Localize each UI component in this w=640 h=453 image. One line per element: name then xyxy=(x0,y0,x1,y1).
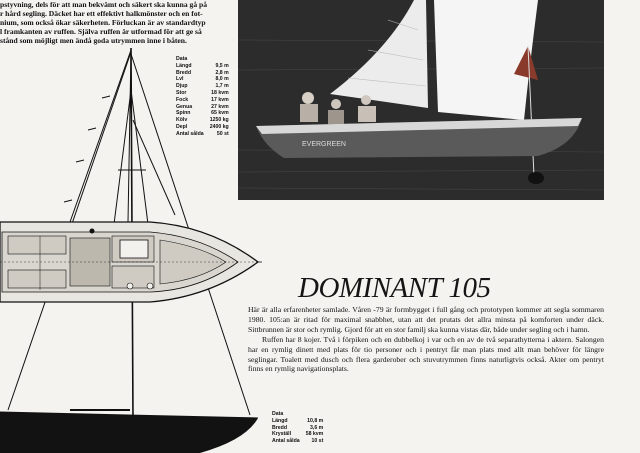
specs-row: Depl 2400 kg xyxy=(176,123,229,130)
specs-row: Djup 1,7 m xyxy=(176,83,229,90)
specs-row: Längd 9,5 m xyxy=(176,62,229,69)
specs-row: Spinn 65 kvm xyxy=(176,110,229,117)
specs-row: Kryställ 58 kvm xyxy=(272,431,324,438)
intro-line: r hård segling. Däcket har ett effektivt halkmönster och en fot- xyxy=(0,9,203,18)
intro-paragraph xyxy=(0,0,236,45)
specs-row: Längd 10,8 m xyxy=(272,417,324,424)
intro-line: stånd som möjligt men ändå goda utrymmen inne i båten. xyxy=(0,36,187,45)
specs-row: Kölv 1250 kg xyxy=(176,117,229,124)
deck-plan xyxy=(0,222,262,302)
specs-heading: Data xyxy=(176,56,188,62)
body-text xyxy=(248,305,604,374)
hull-name-text: EVERGREEN xyxy=(302,141,346,148)
intro-line: pstyvning, dels för att man bekvämt och säkert ska kunna gå på xyxy=(0,0,208,9)
specs-row: Antal sålda 10 st xyxy=(272,438,324,445)
specs-row: Bredd 3,6 m xyxy=(272,424,324,431)
specs-table-small xyxy=(272,411,323,445)
specs-row: Fock 17 kvm xyxy=(176,96,229,103)
specs-heading: Data xyxy=(272,411,284,417)
intro-line: nium, som också ökar säkerheten. Förluckan är av standardtyp xyxy=(0,18,206,27)
body-paragraph: Här är alla erfarenheter samlade. Våren -79 är formbygget i full gång och prototypen kommer att segla sommaren 1980. 105:an är ritad för maximal snabbhet, utan att det prutats det allra minsta på komforten under däck. Sittbrunnen är stor och rymlig. Gjord för att en stor familj ska kunna vistas där, både under segling och i hamn. xyxy=(248,305,604,334)
hull-profile xyxy=(0,410,258,453)
specs-row: Antal sålda 50 st xyxy=(176,130,229,137)
specs-row: Bredd 2,8 m xyxy=(176,69,229,76)
specs-row: Stor 18 kvm xyxy=(176,89,229,96)
body-paragraph: Ruffen har 8 kojer. Två i förpiken och en dubbelkoj i var och en av de två separathytterna i aktern. Salongen har en rymlig dinett med plats för tio personer och i pentryt får man plats med allt man behöver för längre seglingar. Toalett med dusch och flera garderober och stuvutrymmen finns naturligtvis också. Akter om pentryt finns en rymlig navigationsplats. xyxy=(248,334,604,374)
specs-table-main xyxy=(176,56,229,138)
sailboat-photo xyxy=(238,0,604,200)
intro-line: l framkanten av ruffen. Själva ruffen är utformad för att ge så xyxy=(0,27,202,36)
specs-row: Genua 27 kvm xyxy=(176,103,229,110)
specs-row: Lvl 8,0 m xyxy=(176,76,229,83)
page-title: DOMINANT 105 xyxy=(298,272,491,304)
